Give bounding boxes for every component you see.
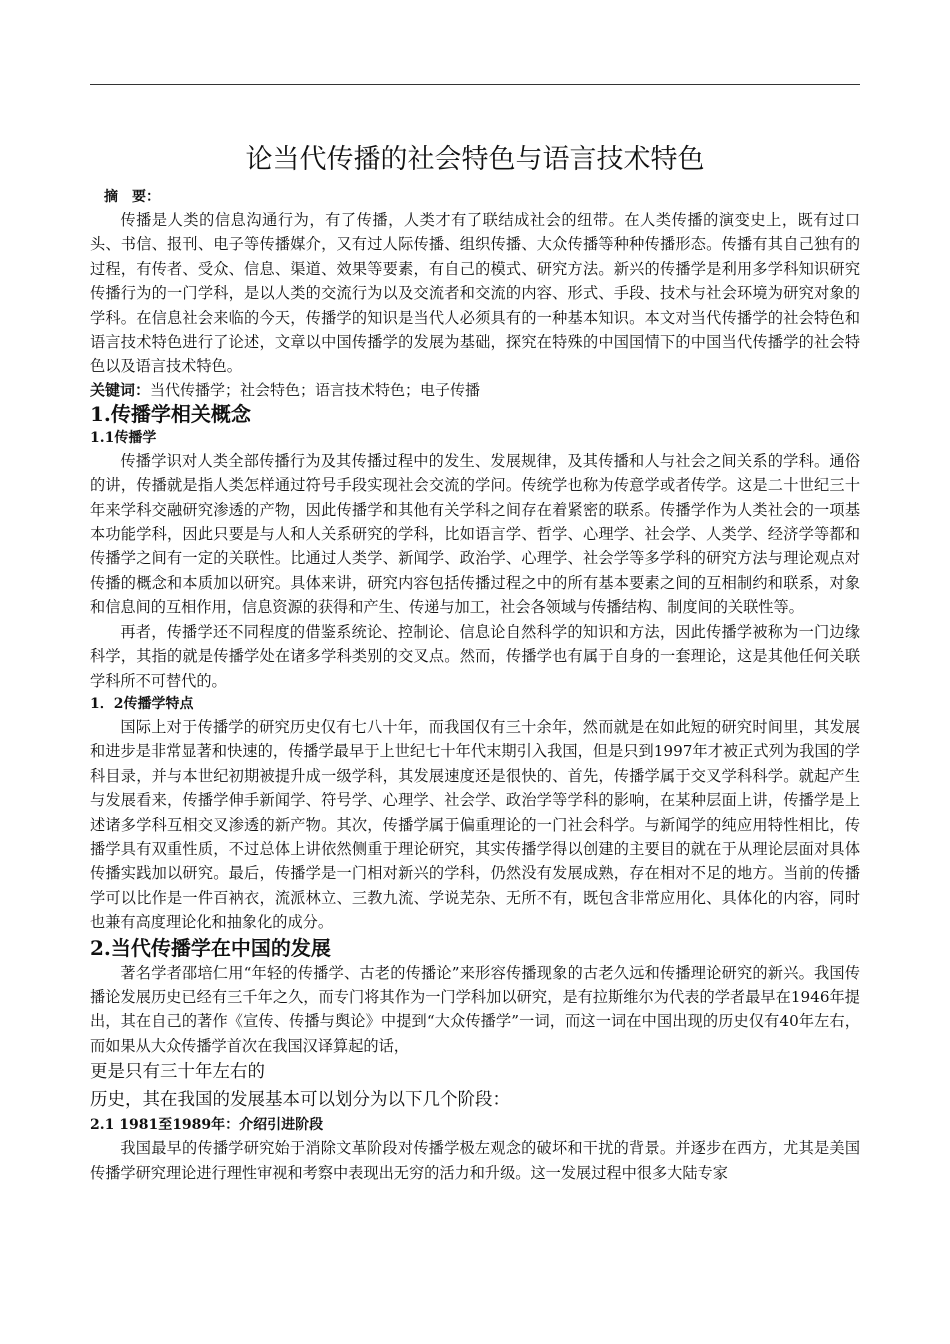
section-2-1-heading: 2.1 1981至1989年：介绍引进阶段 bbox=[90, 1117, 324, 1134]
section-1-1-heading: 1.1传播学 bbox=[90, 429, 157, 446]
header-rule bbox=[90, 84, 860, 85]
section-1-heading: 1.传播学相关概念 bbox=[90, 401, 251, 426]
section-1-1-paragraph-1: 传播学识对人类全部传播行为及其传播过程中的发生、发展规律，及其传播和人与社会之间关系的学科。通俗的讲，传播就是指人类怎样通过符号手段实现社会交流的学问。传统学也称为传意学或者传学。这是二十世纪三十年来学科交融研究渗透的产物，因此传播学和其他有关学科之间存在着紧密的联系。传播学作为人类社会的一项基本功能学科，因此只要是与人和人关系研究的学科，比如语言学、哲学、心理学、社会学、人类学、经济学等都和传播学之间有一定的关联性。比通过人类学、新闻学、政治学、心理学、社会学等多学科的研究方法与理论观点对传播的概念和本质加以研究。具体来讲，研究内容包括传播过程之中的所有基本要素之间的互相制约和联系，对象和信息间的互相作用，信息资源的获得和产生、传递与加工，社会各领域与传播结构、制度间的关联性等。 bbox=[90, 451, 860, 617]
section-1-2-paragraph-1: 国际上对于传播学的研究历史仅有七八十年，而我国仅有三十余年，然而就是在如此短的研究时间里，其发展和进步是非常显著和快速的，传播学最早于上世纪七十年代末期引入我国，但是只到1997年才被正式列为我国的学科目录，并与本世纪初期被提升成一级学科，其发展速度还是很快的、首先，传播学属于交叉学科科学。就起产生与发展看来，传播学伸手新闻学、符号学、心理学、社会学、政治学等学科的影响，在某种层面上讲，传播学是上述诸多学科互相交叉渗透的新产物。其次，传播学属于偏重理论的一门社会科学。与新闻学的纯应用特性相比，传播学具有双重性质，不过总体上讲依然侧重于理论研究，其实传播学得以创建的主要目的就在于从理论层面对具体传播实践加以研究。最后，传播学是一门相对新兴的学科，仍然没有发展成熟，存在相对不足的地方。当前的传播学可以比作是一件百衲衣，流派林立、三教九流、学说芜杂、无所不有，既包含非常应用化、具体化的内容，同时也兼有高度理论化和抽象化的成分。 bbox=[90, 717, 860, 932]
section-2-paragraph-1: 著名学者邵培仁用“年轻的传播学、古老的传播论”来形容传播现象的古老久远和传播理论研究的新兴。我国传播论发展历史已经有三千年之久，而专门将其作为一门学科加以研究，是有拉斯维尔为代表的学者最早在1946年提出，其在自己的著作《宣传、传播与舆论》中提到“大众传播学”一词，而这一词在中国出现的历史仅有40年左右，而如果从大众传播学首次在我国汉译算起的话， bbox=[90, 963, 860, 1055]
keywords-line bbox=[90, 379, 860, 401]
abstract-text: 传播是人类的信息沟通行为，有了传播，人类才有了联结成社会的纽带。在人类传播的演变史上，既有过口头、书信、报刊、电子等传播媒介，又有过人际传播、组织传播、大众传播等种种传播形态。传播有其自己独有的过程，有传者、受众、信息、渠道、效果等要素，有自己的模式、研究方法。新兴的传播学是利用多学科知识研究传播行为的一门学科，是以人类的交流行为以及交流者和交流的内容、形式、手段、技术与社会环境为研究对象的学科。在信息社会来临的今天，传播学的知识是当代人必须具有的一种基本知识。本文对当代传播学的社会特色和语言技术特色进行了论述，文章以中国传播学的发展为基础，探究在特殊的中国国情下的中国当代传播学的社会特色以及语言技术特色。 bbox=[90, 211, 860, 376]
section-2-1-paragraph-1: 我国最早的传播学研究始于消除文革阶段对传播学极左观念的破坏和干扰的背景。并逐步在西方，尤其是美国传播学研究理论进行理性审视和考察中表现出无穷的活力和升级。这一发展过程中很多大陆专家 bbox=[90, 1139, 860, 1182]
section-2-heading: 2.当代传播学在中国的发展 bbox=[90, 935, 331, 960]
document-title: 论当代传播的社会特色与语言技术特色 bbox=[245, 144, 705, 175]
section-1-2-heading: 1．2传播学特点 bbox=[90, 695, 194, 712]
keywords-text: 当代传播学；社会特色；语言技术特色；电子传播 bbox=[150, 380, 481, 399]
section-1-1-paragraph-2: 再者，传播学还不同程度的借鉴系统论、控制论、信息论自然科学的知识和方法，因此传播学被称为一门边缘科学，其指的就是传播学处在诸多学科类别的交叉点。然而，传播学也有属于自身的一套理论，这是其他任何关联学科所不可替代的。 bbox=[90, 622, 860, 690]
keywords-label: 关键词： bbox=[90, 380, 151, 399]
section-2-paragraph-1-tail: 更是只有三十年左右的 历史，其在我国的发展基本可以划分为以下几个阶段： bbox=[90, 1062, 510, 1111]
abstract-label: 摘 要： bbox=[104, 189, 160, 205]
document-body bbox=[90, 140, 860, 1185]
